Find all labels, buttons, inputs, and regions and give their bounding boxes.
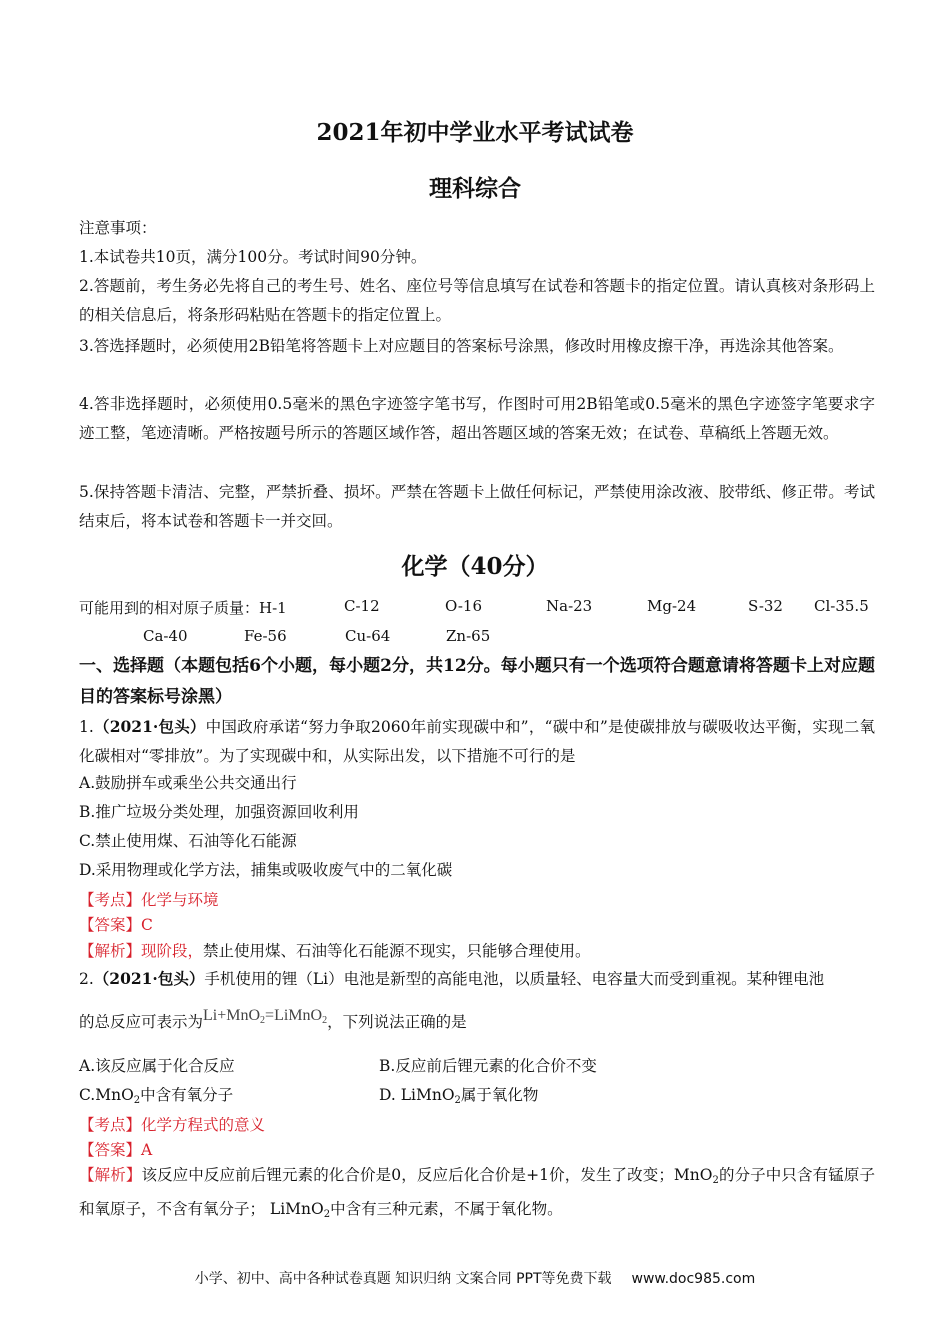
subscript: 2 xyxy=(712,1175,719,1186)
q1-analysis xyxy=(79,937,875,966)
question-source: （2021·包头） xyxy=(93,969,205,988)
exam-subtitle: 理科综合 xyxy=(429,175,521,202)
option-text: 中含有氧分子 xyxy=(140,1086,234,1104)
q1-option-b: B.推广垃圾分类处理，加强资源回收利用 xyxy=(79,803,359,821)
option-text: D. LiMnO xyxy=(379,1086,455,1104)
mass-item: Fe-56 xyxy=(244,627,287,645)
mass-item: Ca-40 xyxy=(143,627,188,645)
subscript: 2 xyxy=(133,1095,141,1106)
subscript: 2 xyxy=(454,1095,461,1106)
mass-item: Zn-65 xyxy=(446,627,491,645)
notice-item-1: 1.本试卷共10页，满分100分。考试时间90分钟。 xyxy=(79,248,427,266)
q2-option-a: A.该反应属于化合反应 xyxy=(79,1057,235,1075)
mass-label: 可能用到的相对原子质量：H-1 xyxy=(79,599,287,617)
formula-subscript: 2 xyxy=(260,1015,266,1026)
notice-item-5: 5.保持答题卡清洁、完整，严禁折叠、损坏。严禁在答题卡上做任何标记，严禁使用涂改液、胶带纸、修正带。考试结束后，将本试卷和答题卡一并交回。 xyxy=(79,483,875,530)
question-2-line2 xyxy=(79,1008,875,1042)
q2-option-c xyxy=(79,1083,233,1106)
mass-item: Cl-35.5 xyxy=(814,597,869,615)
option-text: 属于氧化物 xyxy=(460,1086,539,1104)
question-stem-cont: 的总反应可表示为 xyxy=(79,1013,204,1031)
q1-answer xyxy=(79,911,875,940)
mass-item: O-16 xyxy=(445,597,483,615)
mass-item: C-12 xyxy=(344,597,380,615)
q2-option-b: B.反应前后锂元素的化合价不变 xyxy=(379,1057,597,1075)
formula-subscript: 2 xyxy=(322,1015,328,1026)
notice-item-3: 3.答选择题时，必须使用2B铅笔将答题卡上对应题目的答案标号涂黑，修改时用橡皮擦干净，再选涂其他答案。 xyxy=(79,337,844,355)
answer-text: C xyxy=(141,916,153,934)
question-stem: 中国政府承诺“努力争取2060年前实现碳中和”，“碳中和”是使碳排放与碳吸收达平衡，实现二氧化碳相对“零排放”。为了实现碳中和，从实际出发，以下措施不可行的是 xyxy=(79,718,875,765)
section-title: 化学（40分） xyxy=(401,553,549,580)
answer-tag: 【答案】 xyxy=(79,1141,142,1159)
subscript: 2 xyxy=(323,1209,331,1220)
mass-item: Na-23 xyxy=(546,597,593,615)
notice-item-2: 2.答题前，考生务必先将自己的考生号、姓名、座位号等信息填写在试卷和答题卡的指定位置。请认真核对条形码上的相关信息后，将条形码粘贴在答题卡的指定位置上。 xyxy=(79,277,875,324)
analysis-text: 中含有三种元素，不属于氧化物。 xyxy=(330,1200,563,1218)
question-stem-cont: ，下列说法正确的是 xyxy=(327,1013,467,1031)
mass-item: S-32 xyxy=(748,597,783,615)
q1-option-a: A.鼓励拼车或乘坐公共交通出行 xyxy=(79,774,297,792)
kaodian-text: 化学方程式的意义 xyxy=(141,1116,266,1134)
question-number: 2. xyxy=(79,970,94,988)
analysis-text: 禁止使用煤、石油等化石能源不现实，只能够合理使用。 xyxy=(203,942,591,960)
mass-item: Cu-64 xyxy=(345,627,391,645)
q2-option-d xyxy=(379,1083,538,1106)
question-number: 1. xyxy=(79,718,94,736)
analysis-tag: 【解析】 xyxy=(79,942,142,960)
kaodian-tag: 【考点】 xyxy=(79,1116,142,1134)
q2-analysis xyxy=(79,1161,875,1229)
q1-option-d: D.采用物理或化学方法，捕集或吸收废气中的二氧化碳 xyxy=(79,861,453,879)
notice-label: 注意事项： xyxy=(79,219,157,237)
footer-link[interactable]: www.doc985.com xyxy=(631,1271,756,1287)
question-source: （2021·包头） xyxy=(93,717,206,736)
option-text: C.MnO xyxy=(79,1086,134,1104)
notice-item-4: 4.答非选择题时，必须使用0.5毫米的黑色字迹签字笔书写，作图时可用2B铅笔或0.5毫米的黑色字迹签字笔要求字迹工整，笔迹清晰。严格按题号所示的答题区域作答，超出答题区域的答案无效；在试卷、草稿纸上答题无效。 xyxy=(79,395,875,442)
question-1 xyxy=(79,712,875,771)
formula-part: Li+MnO xyxy=(203,1007,261,1024)
answer-tag: 【答案】 xyxy=(79,916,142,934)
analysis-text: 该反应中反应前后锂元素的化合价是0，反应后化合价是+1价，发生了改变；MnO xyxy=(141,1166,713,1184)
reaction-equation xyxy=(203,1007,327,1024)
analysis-lead: 现阶段， xyxy=(141,942,204,960)
analysis-text: 的分子中只含有锰原子和氧原子，不含有氧分子； LiMnO xyxy=(79,1166,875,1218)
question-2 xyxy=(79,964,875,994)
footer-text: 小学、初中、高中各种试卷真题 知识归纳 文案合同 PPT等免费下载 xyxy=(194,1271,612,1287)
part1-heading: 一、选择题（本题包括6个小题，每小题2分，共12分。每小题只有一个选项符合题意请将答题卡上对应题目的答案标号涂黑） xyxy=(79,656,875,707)
formula-part: =LiMnO xyxy=(265,1007,323,1024)
mass-item: Mg-24 xyxy=(647,597,697,615)
kaodian-tag: 【考点】 xyxy=(79,891,142,909)
kaodian-text: 化学与环境 xyxy=(141,891,219,909)
page-footer xyxy=(0,1268,950,1288)
answer-text: A xyxy=(141,1141,153,1159)
analysis-tag: 【解析】 xyxy=(79,1166,142,1184)
q1-option-c: C.禁止使用煤、石油等化石能源 xyxy=(79,832,297,850)
question-stem: 手机使用的锂（Li）电池是新型的高能电池，以质量轻、电容量大而受到重视。某种锂电池 xyxy=(204,970,825,988)
exam-title: 2021年初中学业水平考试试卷 xyxy=(316,119,634,146)
